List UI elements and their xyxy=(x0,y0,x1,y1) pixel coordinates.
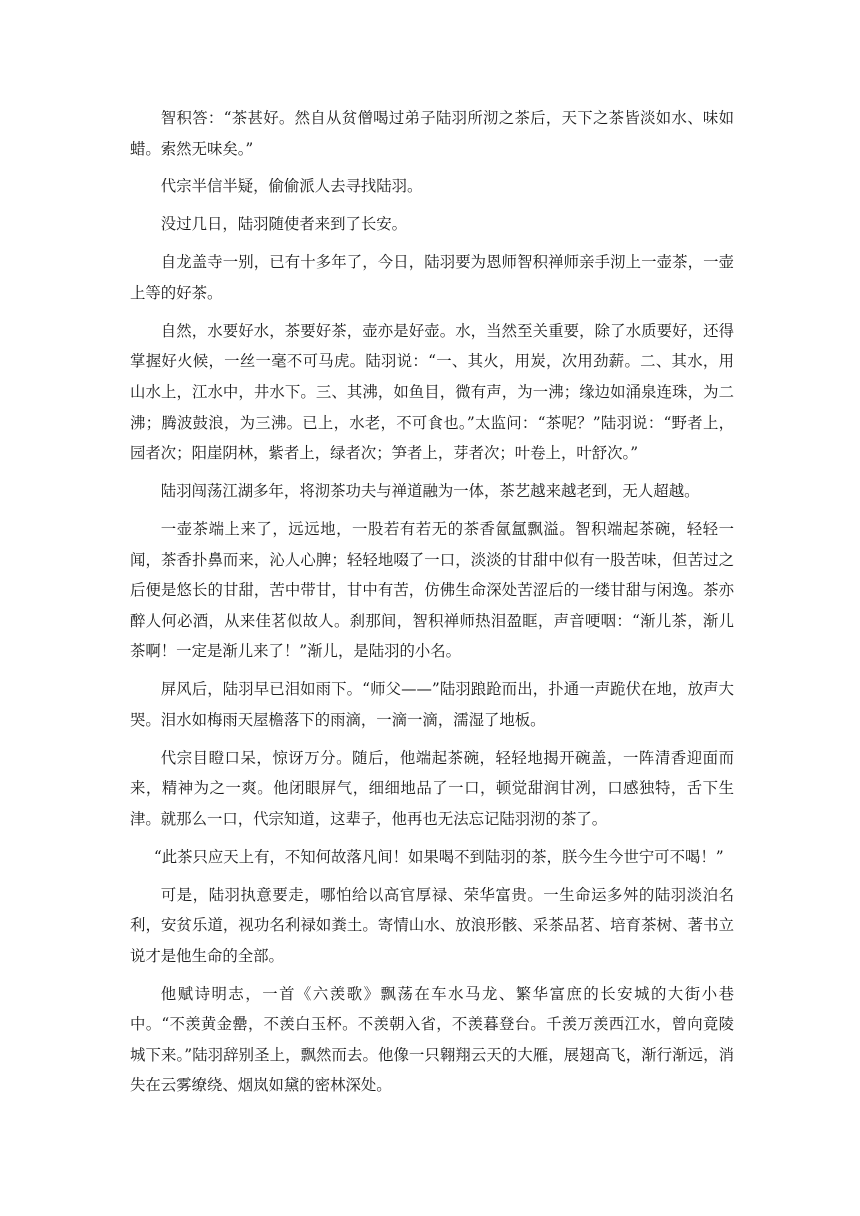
document-body xyxy=(130,103,734,1108)
paragraph: 陆羽闯荡江湖多年，将沏茶功夫与禅道融为一体，茶艺越来越老到，无人超越。 xyxy=(160,482,700,501)
emperor-quote-paragraph: “此茶只应天上有，不知何故落凡间！如果喝不到陆羽的茶，朕今生今世宁可不喝！” xyxy=(153,847,724,866)
paragraph: 没过几日，陆羽随使者来到了长安。 xyxy=(160,215,408,234)
paragraph: 自龙盖寺一别，已有十多年了，今日，陆羽要为恩师智积禅师亲手沏上一壶茶，一壶上等的好茶。 xyxy=(130,253,734,302)
paragraph: 可是，陆羽执意要走，哪怕给以高官厚禄、荣华富贵。一生命运多舛的陆羽淡泊名利，安贫乐道，视功名利禄如粪土。寄情山水、放浪形骸、采茶品茗、培育茶树、著书立说才是他生命的全部。 xyxy=(130,885,734,965)
paragraph: 智积答：“茶甚好。然自从贫僧喝过弟子陆羽所沏之茶后，天下之茶皆淡如水、味如蜡。索然无味矣。” xyxy=(130,109,734,158)
paragraph: 代宗半信半疑，偷偷派人去寻找陆羽。 xyxy=(160,177,423,196)
paragraph: 他赋诗明志，一首《六羡歌》飘荡在车水马龙、繁华富庶的长安城的大街小巷中。“不羡黄金罍，不羡白玉杯。不羡朝入省，不羡暮登台。千羡万羡西江水，曾向竟陵城下来。”陆羽辞别圣上，飘然而去。他像一只翱翔云天的大雁，展翅高飞，渐行渐远，消失在云雾缭绕、烟岚如黛的密林深处。 xyxy=(130,984,734,1095)
paragraph: 屏风后，陆羽早已泪如雨下。“师父——”陆羽踉跄而出，扑通一声跪伏在地，放声大哭。泪水如梅雨天屋檐落下的雨滴，一滴一滴，濡湿了地板。 xyxy=(130,680,734,729)
paragraph: 一壶茶端上来了，远远地，一股若有若无的茶香氤氲飘溢。智积端起茶碗，轻轻一闻，茶香扑鼻而来，沁人心脾；轻轻地啜了一口，淡淡的甘甜中似有一股苦味，但苦过之后便是悠长的甘甜，苦中带甘，甘中有苦，仿佛生命深处苦涩后的一缕甘甜与闲逸。茶亦醉人何必酒，从来佳茗似故人。刹那间，智积禅师热泪盈眶，声音哽咽：“渐儿茶，渐儿茶啊！一定是渐儿来了！”渐儿，是陆羽的小名。 xyxy=(130,519,734,661)
paragraph: 自然，水要好水，茶要好茶，壶亦是好壶。水，当然至关重要，除了水质要好，还得掌握好火候，一丝一毫不可马虎。陆羽说：“一、其火，用炭，次用劲薪。二、其水，用山水上，江水中，井水下。三、其沸，如鱼目，微有声，为一沸；缘边如涌泉连珠，为二沸；腾波鼓浪，为三沸。已上，水老，不可食也。”太监问：“茶呢？”陆羽说：“野者上，园者次；阳崖阴林，紫者上，绿者次；笋者上，芽者次；叶卷上，叶舒次。” xyxy=(130,321,734,463)
paragraph: 代宗目瞪口呆，惊讶万分。随后，他端起茶碗，轻轻地揭开碗盖，一阵清香迎面而来，精神为之一爽。他闭眼屏气，细细地品了一口，顿觉甜润甘冽，口感独特，舌下生津。就那么一口，代宗知道，这辈子，他再也无法忘记陆羽沏的茶了。 xyxy=(130,748,734,828)
